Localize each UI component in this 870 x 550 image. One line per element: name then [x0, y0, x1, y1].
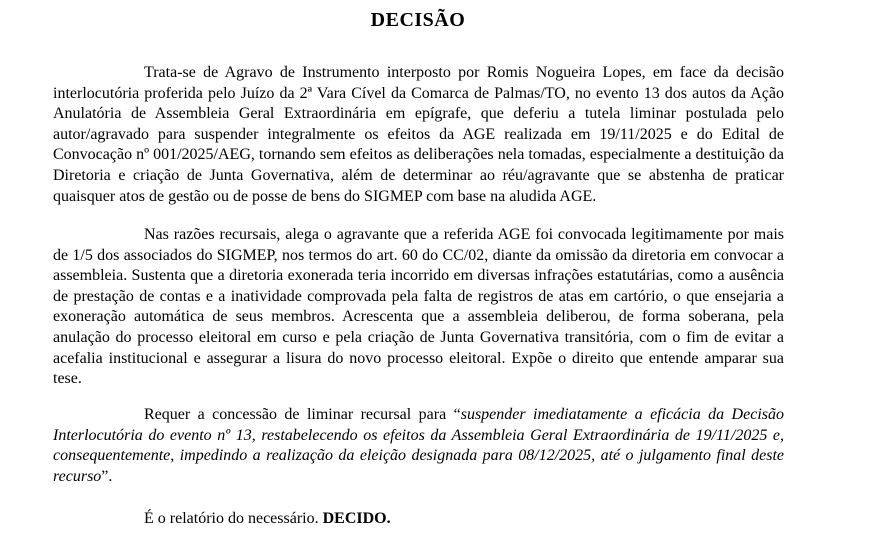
- paragraph-appeal-reasons-text: Nas razões recursais, alega o agravante que a referida AGE foi convocada legitimamente por mais de 1/5 dos associados do SIGMEP, nos termos do art. 60 do CC/02, diante da omissão da diretoria em convocar a assembleia. Sustenta que a diretoria exonerada teria incorrido em diversas infrações estatutárias, como a ausência de prestação de contas e a inatividade comprovada pela falta de registros de atas em cartório, o que ensejaria a exoneração automática de seus membros. Acrescenta que a assembleia deliberou, de forma soberana, pela anulação do processo eleitoral em curso e pela criação de Junta Governativa transitória, com o fim de evitar a acefalia institucional e assegurar a lisura do novo processo eleitoral. Expõe o direito que entende amparar sua tese.: [53, 226, 784, 388]
- page-title: DECISÃO: [370, 9, 466, 31]
- paragraph-decision: [53, 509, 784, 530]
- paragraph-request-quote: suspender imediatamente a eficácia da Decisão Interlocutória do evento nº 13, restabelecendo os efeitos da Assembleia Geral Extraordinária de 19/11/2025 e, consequentemente, impedindo a realização da eleição designada para 08/12/2025, até o julgamento final deste recurso: [53, 406, 784, 485]
- paragraph-request-suffix: ”.: [101, 467, 113, 485]
- paragraph-request-prefix: Requer a concessão de liminar recursal para “: [144, 406, 461, 423]
- paragraph-appeal-reasons: [53, 225, 784, 390]
- paragraph-summary: [53, 63, 784, 207]
- paragraph-request: [53, 405, 784, 487]
- paragraph-summary-text: Trata-se de Agravo de Instrumento interposto por Romis Nogueira Lopes, em face da decisão interlocutória proferida pelo Juízo da 2ª Vara Cível da Comarca de Palmas/TO, no evento 13 dos autos da Ação Anulatória de Assembleia Geral Extraordinária em epígrafe, que deferiu a tutela liminar postulada pelo autor/agravado para suspender integralmente os efeitos da AGE realizada em 19/11/2025 e do Edital de Convocação nº 001/2025/AEG, tornando sem efeitos as deliberações nela tomadas, especialmente a destituição da Diretoria e criação de Junta Governativa, além de determinar ao réu/agravante que se abstenha de praticar quaisquer atos de gestão ou de posse de bens do SIGMEP com base na aludida AGE.: [53, 64, 784, 205]
- paragraph-decision-bold: DECIDO.: [322, 510, 391, 527]
- paragraph-decision-text: É o relatório do necessário.: [144, 510, 323, 527]
